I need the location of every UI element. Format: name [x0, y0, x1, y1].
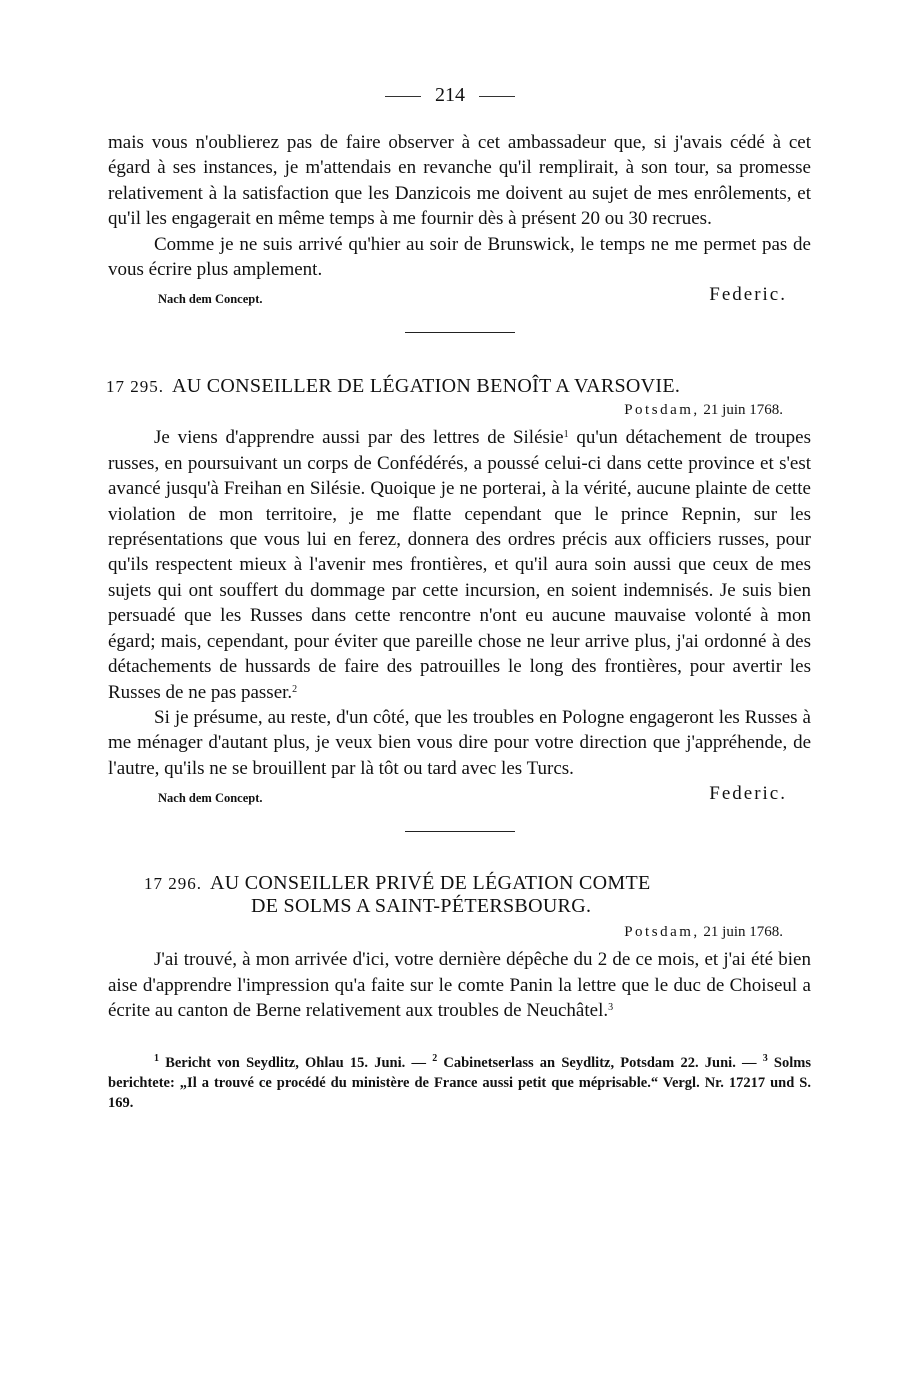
carryover-paragraph-1: mais vous n'oublierez pas de faire observer à cet ambassadeur que, si j'avais cédé à cet égard à ses instances, je m'attendais en revanche qu'il remplirait, à son tour, sa promesse relativement à la satisfaction que les Danzicois me doivent au sujet de mes enrôlements, et qu'il les engagerait en même temps à me fournir dès à présent 20 ou 30 recrues.	[108, 132, 811, 230]
footnote-block	[108, 1053, 811, 1113]
carryover-footer	[108, 284, 811, 310]
paragraph-text-b: qu'un détachement de troupes russes, en poursuivant un corps de Confédérés, a poussé celui-ci dans cette province et s'est avancé jusqu'à Freihan en Silésie. Quoique je ne porterai, à la vérité, aucune plainte de cette violation de mon territoire, je me flatte cependant que le prince Repnin, sur les représentations que vous lui en ferez, donnera des ordres précis aux officiers russes, pour qu'ils respectent mieux à l'avenir mes frontières, et qu'il aura soin aussi que ceux de mes sujets qui ont souffert du dommage par cette incursion, en soient indemnisés. Je suis bien persuadé que les Russes dans cette rencontre n'ont eu aucune mauvaise volonté à mon égard; mais, cependant, pour éviter que pareille chose ne leur arrive plus, j'ai ordonné à des détachements de hussards de faire des patrouilles le long des frontières, pour avertir les Russes de ne pas passer.	[108, 427, 811, 703]
section-divider	[405, 831, 515, 832]
letter-paragraph-2: Si je présume, au reste, d'un côté, que les troubles en Pologne engageront les Russes à me ménager d'autant plus, je veux bien vous dire pour votre direction que j'appréhende, de l'autre, qu'ils ne se brouillent par là tôt ou tard avec les Turcs.	[108, 706, 811, 779]
letter-number: 17 295.	[106, 377, 164, 397]
letter-dateline	[108, 402, 783, 419]
signature: Federic.	[709, 284, 787, 306]
letter-heading	[144, 872, 811, 895]
footnote-text-1: Bericht von Seydlitz, Ohlau 15. Juni. —	[165, 1055, 433, 1072]
date: 21 juin 1768.	[703, 924, 783, 941]
date: 21 juin 1768.	[703, 402, 783, 419]
footnote-marker-1: 1	[154, 1053, 159, 1065]
footnote-marker-3: 3	[762, 1053, 768, 1065]
carryover-letter	[108, 130, 811, 310]
letter-title: AU CONSEILLER DE LÉGATION BENOÎT A VARSOVIE.	[172, 375, 681, 398]
letter-17295	[108, 375, 811, 809]
paragraph-text-a: Je viens d'apprendre aussi par des lettres de Silésie	[154, 427, 564, 449]
signature: Federic.	[709, 783, 787, 805]
letter-17296	[108, 872, 811, 1023]
date-place: Potsdam,	[624, 924, 700, 941]
section-divider	[405, 332, 515, 333]
page-body	[108, 84, 811, 1113]
letter-number: 17 296.	[144, 874, 202, 894]
letter-dateline	[108, 924, 783, 941]
footnotes	[108, 1053, 811, 1113]
letter-heading-line-2: DE SOLMS A SAINT-PÉTERSBOURG.	[251, 895, 592, 918]
footnote-ref-1: 1	[563, 429, 569, 441]
source-note: Nach dem Concept.	[158, 292, 263, 307]
page-number-text: 214	[435, 84, 465, 106]
footnote-text-2: Cabinetserlass an Seydlitz, Potsdam 22. Juni. —	[443, 1055, 763, 1072]
footnote-ref-3: 3	[608, 1001, 614, 1013]
footnote-ref-2: 2	[292, 683, 298, 695]
letter-heading	[106, 375, 811, 398]
letter-footer	[108, 783, 811, 809]
date-place: Potsdam,	[624, 402, 700, 419]
paragraph-text: J'ai trouvé, à mon arrivée d'ici, votre dernière dépêche du 2 de ce mois, et j'ai été bien aise d'apprendre l'impression qu'a faite sur le comte Panin la lettre que le duc de Choiseul a écrite au canton de Berne relativement aux troubles de Neuchâtel.	[108, 949, 811, 1021]
source-note: Nach dem Concept.	[158, 791, 263, 806]
carryover-paragraph-2: Comme je ne suis arrivé qu'hier au soir de Brunswick, le temps ne me permet pas de vous écrire plus amplement.	[108, 233, 811, 281]
letter-paragraph-1	[108, 947, 811, 1023]
footnote-text-3: Solms berichtete: „Il a trouvé ce procédé du ministère de France aussi petit que méprisable.“ Vergl. Nr. 17217 und S. 169.	[108, 1055, 811, 1112]
footnote-marker-2: 2	[432, 1053, 438, 1065]
letter-title-line-1: AU CONSEILLER PRIVÉ DE LÉGATION COMTE	[210, 872, 651, 895]
letter-paragraph-1	[108, 425, 811, 704]
